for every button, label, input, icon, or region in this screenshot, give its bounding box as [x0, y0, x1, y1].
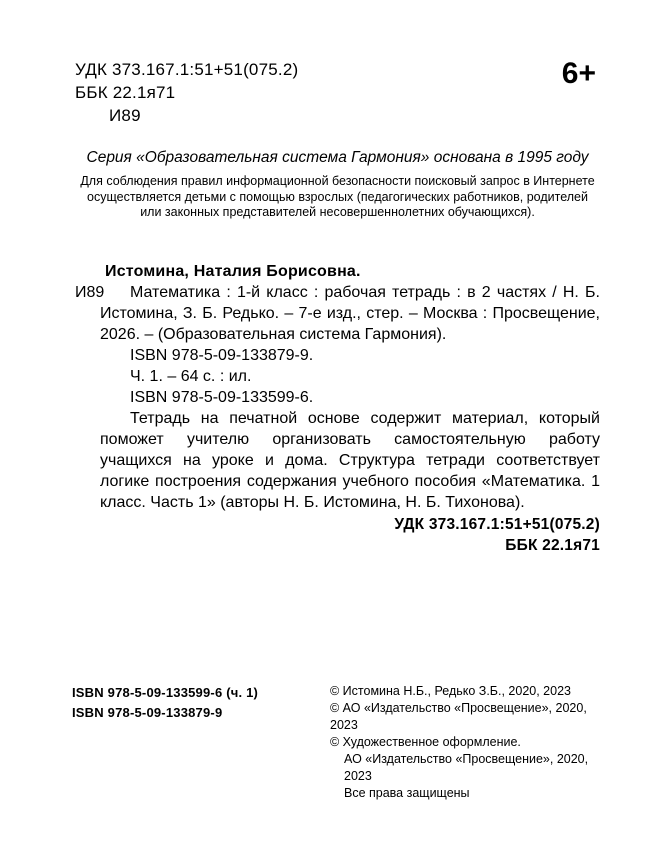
author-heading: Истомина, Наталия Борисовна.	[105, 262, 361, 280]
copyright-line-publisher: © АО «Издательство «Просвещение», 2020, 2023	[330, 701, 587, 732]
info-safety-note: Для соблюдения правил информационной безопасности поисковый запрос в Интернете осуществляется детьми с помощью взрослых (педагогических работников, родителей или законных представителей несовершеннолетних обучающихся).	[80, 174, 595, 219]
bbk-bottom: ББК 22.1я71	[505, 536, 600, 554]
catalog-card	[75, 261, 600, 556]
classification-codes	[75, 58, 298, 127]
copyright-line-authors: © Истомина Н.Б., Редько З.Б., 2020, 2023	[330, 684, 571, 698]
series-note: Серия «Образовательная система Гармония» основана в 1995 году	[86, 149, 589, 166]
copyright-line-design: © Художественное оформление.	[330, 735, 521, 749]
rights-reserved-line: Все права защищены	[344, 786, 470, 800]
footer-isbn-block	[72, 683, 258, 723]
udk-top: УДК 373.167.1:51+51(075.2)	[75, 60, 299, 79]
part-info-line: Ч. 1. – 64 с. : ил.	[130, 367, 252, 385]
top-codes-row	[75, 58, 600, 127]
copyright-line-design-cont: АО «Издательство «Просвещение», 2020, 2023	[344, 752, 589, 783]
bibliographic-entry	[75, 282, 600, 345]
annotation-text: Тетрадь на печатной основе содержит материал, который поможет учителю организовать самостоятельную работу учащихся на уроке и дома. Структура тетради соответствует логике построения содержания учебного пособия «Математика. 1 класс. Часть 1» (авторы Н. Б. Истомина, Н. Б. Тихонова).	[100, 409, 600, 511]
isbn-set-line: ISBN 978-5-09-133879-9.	[130, 346, 314, 364]
isbn-part-line: ISBN 978-5-09-133599-6.	[130, 388, 314, 406]
entry-description: Математика : 1-й класс : рабочая тетрадь : в 2 частях / Н. Б. Истомина, З. Б. Редько. – 7-е изд., стер. – Москва : Просвещение, 2026. – (Образовательная система Гармония).	[100, 283, 600, 343]
author-sign-top: И89	[109, 106, 141, 125]
classification-codes-bottom	[75, 514, 600, 556]
age-rating-badge: 6+	[561, 57, 596, 90]
copyright-block	[330, 683, 612, 802]
footer-isbn-line-2: ISBN 978-5-09-133879-9	[72, 705, 223, 720]
bbk-top: ББК 22.1я71	[75, 83, 176, 102]
author-sign-entry: И89	[75, 283, 105, 301]
footer-isbn-line-1: ISBN 978-5-09-133599-6 (ч. 1)	[72, 685, 259, 700]
udk-bottom: УДК 373.167.1:51+51(075.2)	[394, 515, 600, 533]
imprint-footer	[72, 683, 612, 802]
